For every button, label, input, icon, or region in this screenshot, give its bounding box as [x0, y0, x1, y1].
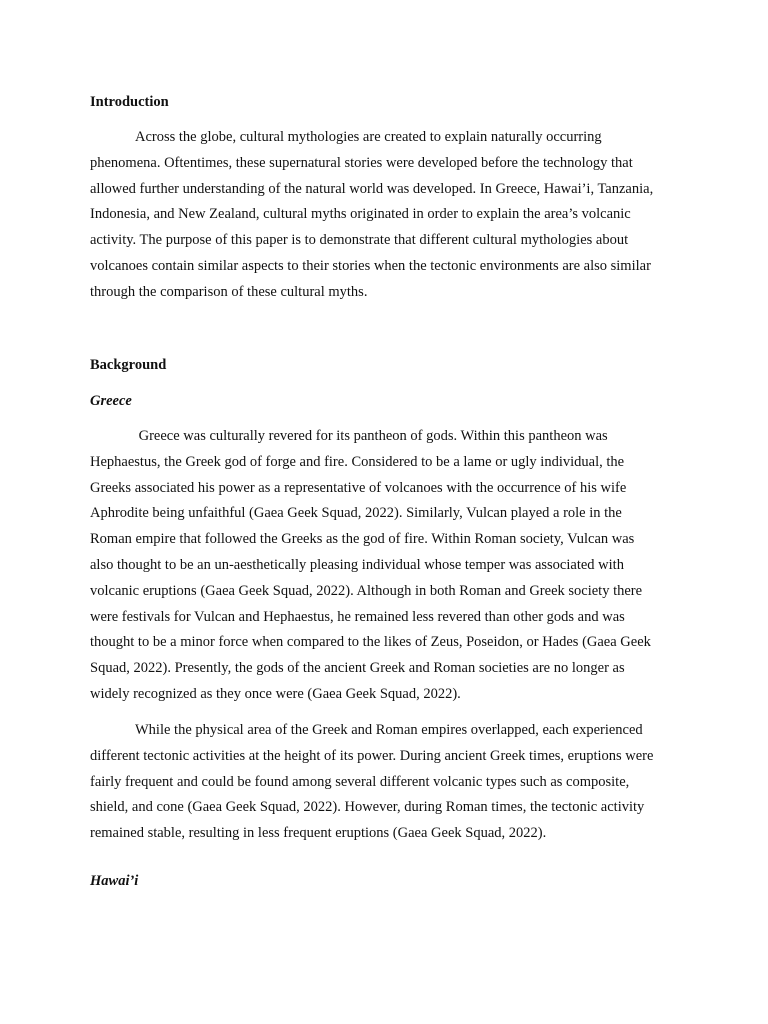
subheading-greece: Greece: [90, 393, 132, 409]
text-line: shield, and cone (Gaea Geek Squad, 2022). However, during Roman times, the tectonic activity: [90, 799, 645, 816]
section-heading-background: Background: [90, 357, 167, 373]
text-line: Hephaestus, the Greek god of forge and fire. Considered to be a lame or ugly individual, the: [90, 453, 625, 470]
text-line: Greeks associated his power as a representative of volcanoes with the occurrence of his wife: [90, 479, 627, 496]
text-line: volcanoes contain similar aspects to their stories when the tectonic environments are also similar: [90, 257, 651, 274]
text-line: thought to be a minor force when compared to the likes of Zeus, Poseidon, or Hades (Gaea Geek: [90, 634, 651, 651]
text-line: remained stable, resulting in less frequent eruptions (Gaea Geek Squad, 2022).: [90, 825, 547, 842]
text-line: fairly frequent and could be found among several different volcanic types such as composite,: [90, 773, 630, 790]
text-line: also thought to be an un-aesthetically pleasing individual whose temper was associated with: [90, 556, 624, 573]
greece-paragraph-2: [90, 718, 680, 847]
subheading-hawaii: Hawai’i: [90, 873, 139, 889]
intro-paragraph: [90, 125, 680, 306]
text-line: activity. The purpose of this paper is to demonstrate that different cultural mythologies about: [90, 232, 629, 249]
greece-paragraph-1: [90, 424, 680, 708]
text-line: allowed further understanding of the natural world was developed. In Greece, Hawai’i, Tanzania,: [90, 180, 654, 197]
text-line: While the physical area of the Greek and Roman empires overlapped, each experienced: [135, 722, 643, 738]
text-line: volcanic eruptions (Gaea Geek Squad, 2022). Although in both Roman and Greek society there: [90, 582, 643, 599]
text-line: Aphrodite being unfaithful (Gaea Geek Squad, 2022). Similarly, Vulcan played a role in the: [90, 505, 622, 522]
section-heading-introduction: Introduction: [90, 94, 169, 110]
text-line: Greece was culturally revered for its pantheon of gods. Within this pantheon was: [135, 428, 608, 444]
text-line: Indonesia, and New Zealand, cultural myths originated in order to explain the area’s volcanic: [90, 206, 631, 223]
text-line: Roman empire that followed the Greeks as the god of fire. Within Roman society, Vulcan was: [90, 531, 635, 548]
text-line: Squad, 2022). Presently, the gods of the ancient Greek and Roman societies are no longer as: [90, 660, 625, 677]
text-line: widely recognized as they once were (Gaea Geek Squad, 2022).: [90, 685, 461, 702]
text-line: through the comparison of these cultural myths.: [90, 283, 368, 300]
text-line: were festivals for Vulcan and Hephaestus, he remained less revered than other gods and was: [90, 608, 625, 625]
text-line: different tectonic activities at the height of its power. During ancient Greek times, eruptions were: [90, 747, 654, 764]
text-line: phenomena. Oftentimes, these supernatural stories were developed before the technology that: [90, 154, 633, 171]
text-line: Across the globe, cultural mythologies are created to explain naturally occurring: [135, 129, 602, 145]
